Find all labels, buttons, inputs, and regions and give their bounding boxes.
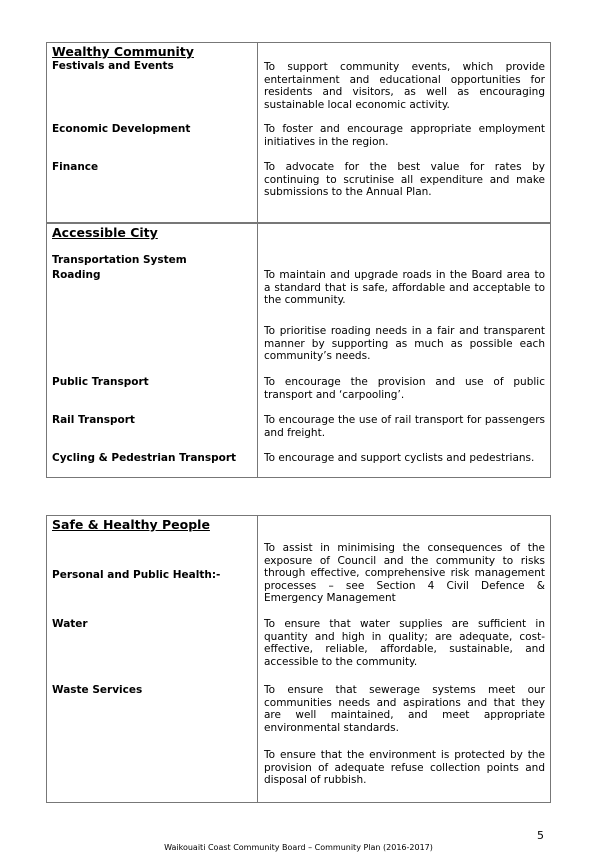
wealthy-community-table: [46, 42, 551, 224]
safe-healthy-people-table: [46, 515, 551, 803]
row-label: Roading: [52, 269, 101, 281]
row-description: To prioritise roading needs in a fair and transparent manner by supporting as much as possible each community’s needs.: [264, 325, 545, 363]
row-label: Public Transport: [52, 376, 149, 388]
section-title: Safe & Healthy People: [52, 517, 210, 532]
row-label: Economic Development: [52, 123, 191, 135]
accessible-city-table: [46, 222, 551, 478]
row-description: To advocate for the best value for rates by continuing to scrutinise all expenditure and make submissions to the Annual Plan.: [264, 161, 545, 199]
row-description: To support community events, which provide entertainment and educational opportunities for residents and visitors, as well as encouraging sustainable local economic activity.: [264, 61, 545, 111]
row-description: To foster and encourage appropriate employment initiatives in the region.: [264, 123, 545, 148]
row-description: To encourage the use of rail transport for passengers and freight.: [264, 414, 545, 439]
section-title: Wealthy Community: [52, 44, 194, 59]
row-label: Finance: [52, 161, 99, 173]
column-divider: [257, 223, 258, 477]
row-label: Personal and Public Health:-: [52, 569, 221, 581]
row-description: To ensure that the environment is protected by the provision of adequate refuse collection points and disposal of rubbish.: [264, 749, 545, 787]
row-label: Cycling & Pedestrian Transport: [52, 452, 237, 464]
section-title: Accessible City: [52, 225, 158, 240]
row-label: Festivals and Events: [52, 60, 174, 72]
column-divider: [257, 43, 258, 223]
page-footer: Waikouaiti Coast Community Board – Community Plan (2016-2017): [164, 843, 433, 852]
row-description: To assist in minimising the consequences of the exposure of Council and the community to risks through effective, comprehensive risk management processes – see Section 4 Civil Defence & Emergency Management: [264, 542, 545, 605]
row-description: To encourage and support cyclists and pedestrians.: [264, 452, 535, 464]
subheading: Transportation System: [52, 254, 187, 266]
column-divider: [257, 516, 258, 802]
row-label: Rail Transport: [52, 414, 135, 426]
row-description: To ensure that water supplies are sufficient in quantity and high in quality; are adequate, cost-effective, reliable, affordable, sustainable, and accessible to the community.: [264, 618, 545, 668]
row-label: Waste Services: [52, 684, 143, 696]
row-label: Water: [52, 618, 88, 630]
page-number: 5: [537, 829, 544, 842]
row-description: To encourage the provision and use of public transport and ‘carpooling’.: [264, 376, 545, 401]
row-description: To maintain and upgrade roads in the Board area to a standard that is safe, affordable and acceptable to the community.: [264, 269, 545, 307]
row-description: To ensure that sewerage systems meet our communities needs and aspirations and that they are well maintained, and meet appropriate environmental standards.: [264, 684, 545, 734]
